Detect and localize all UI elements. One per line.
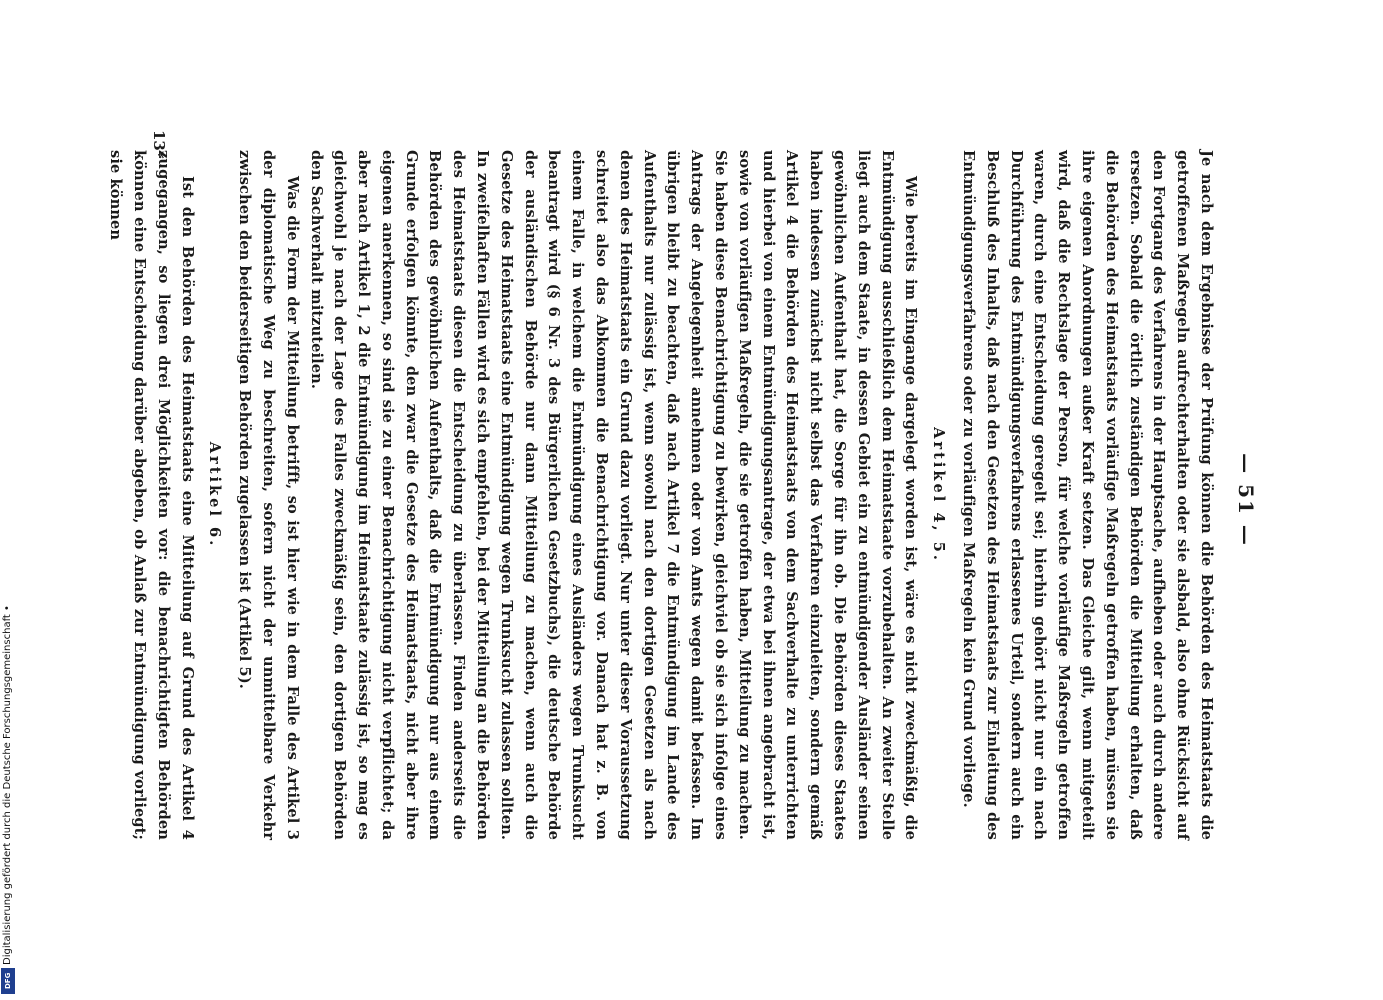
- digitization-credit-text: Digitalisierung gefördert durch die Deutsche Forschungsgemeinschaft •: [2, 605, 13, 965]
- section-heading-article-4-5: Artikel 4, 5.: [930, 427, 948, 563]
- digitization-sidebar: [0, 0, 18, 1000]
- paragraph-4: Ist den Behörden des Heimatstaats eine Mitteilung auf Grund des Artikel 4 zugegangen, so liegen drei Möglichkeiten vor: die benachrichtigten Behörden können eine Entscheidung darüber abgeben, ob Anlaß zur Entmündigung vorliegt; sie können: [107, 150, 196, 840]
- dfg-logo-icon: DFG: [1, 968, 15, 994]
- page-number-header: — 51 —: [1234, 453, 1258, 547]
- paragraph-3: Was die Form der Mitteilung betrifft, so ist hier wie in dem Falle des Artikel 3 der diplomatische Weg zu beschreiten, sofern nicht der unmittelbare Verkehr zwischen den beiderseitigen Behörden zugelassen ist (Artikel 5).: [236, 150, 301, 840]
- paragraph-1: Je nach dem Ergebnisse der Prüfung können die Behörden des Heimatstaats die getroffenen Maßregeln aufrechterhalten oder sie alsbald, also ohne Rücksicht auf den Fortgang des Verfahrens in der Hauptsache, aufheben oder auch durch andere ersetzen. Sobald die örtlich zuständigen Behörden die Mitteilung erhalten, daß die Behörden des Heimatstaats vorläufige Maßregeln getroffen haben, müssen sie ihre eigenen Anordnungen außer Kraft setzen. Das Gleiche gilt, wenn mitgeteilt wird, daß die Rechtslage der Person, für welche vorläufige Maßregeln getroffen waren, durch eine Entscheidung geregelt sei; hierhin gehört nicht nur ein nach Durchführung des Entmündigungsverfahrens erlassenes Urteil, sondern auch ein Beschluß des Inhalts, daß nach den Gesetzen des Heimatstaats zur Einleitung des Entmündigungsverfahrens oder zu vorläufigen Maßregeln kein Grund vorliege.: [960, 150, 1215, 840]
- sheet-signature: 13*: [150, 130, 168, 159]
- page-body: [103, 150, 1218, 840]
- paragraph-2: Wie bereits im Eingange dargelegt worden ist, wäre es nicht zweckmäßig, die Entmündigung ausschließlich dem Heimatstaate vorzubehalten. An zweiter Stelle liegt auch dem Staate, in dessen Gebiet ein zu entmündigender Ausländer seinen gewöhnlichen Aufenthalt hat, die Sorge für ihn ob. Die Behörden dieses Staates haben indessen zunächst nicht selbst das Verfahren einzuleiten, sondern gemäß Artikel 4 die Behörden des Heimatstaats von dem Sachverhalte zu unterrichten und hierbei von einem Entmündigungsantrage, der etwa bei ihnen angebracht ist, sowie von vorläufigen Maßregeln, die sie getroffen haben, Mitteilung zu machen. Sie haben diese Benachrichtigung zu bewirken, gleichviel ob sie sich infolge eines Antrags der Angelegenheit annehmen oder von Amts wegen damit befassen. Im übrigen bleibt zu beachten, daß nach Artikel 7 die Entmündigung im Lande des Aufenthalts nur zulässig ist, wenn sowohl nach den dortigen Gesetzen als nach denen des Heimatstaats ein Grund dazu vorliegt. Nur unter dieser Voraussetzung schreitet also das Abkommen die Benachrichtigung vor. Danach hat z. B. von einem Falle, in welchem die Entmündigung eines Ausländers wegen Trunksucht beantragt wird (§ 6 Nr. 3 des Bürgerlichen Gesetzbuchs), die deutsche Behörde der ausländischen Behörde nur dann Mitteilung zu machen, wenn auch die Gesetze des Heimatstaats eine Entmündigung wegen Trunksucht zulassen sollten. In zweifelhaften Fällen wird es sich empfehlen, bei der Mitteilung an die Behörden des Heimatstaats diesen die Entscheidung zu überlassen. Finden anderseits die Behörden des gewöhnlichen Aufenthalts, daß die Entmündigung nur aus einem Grunde erfolgen könnte, den zwar die Gesetze des Heimatstaats, nicht aber ihre eigenen anerkennen, so sind sie zu einer Benachrichtigung nicht verpflichtet; da aber nach Artikel 1, 2 die Entmündigung im Heimatstaate zulässig ist, so mag es gleichwohl je nach der Lage des Falles zweckmäßig sein, den dortigen Behörden den Sachverhalt mitzuteilen.: [307, 150, 920, 840]
- section-heading-article-6: Artikel 6.: [206, 441, 224, 549]
